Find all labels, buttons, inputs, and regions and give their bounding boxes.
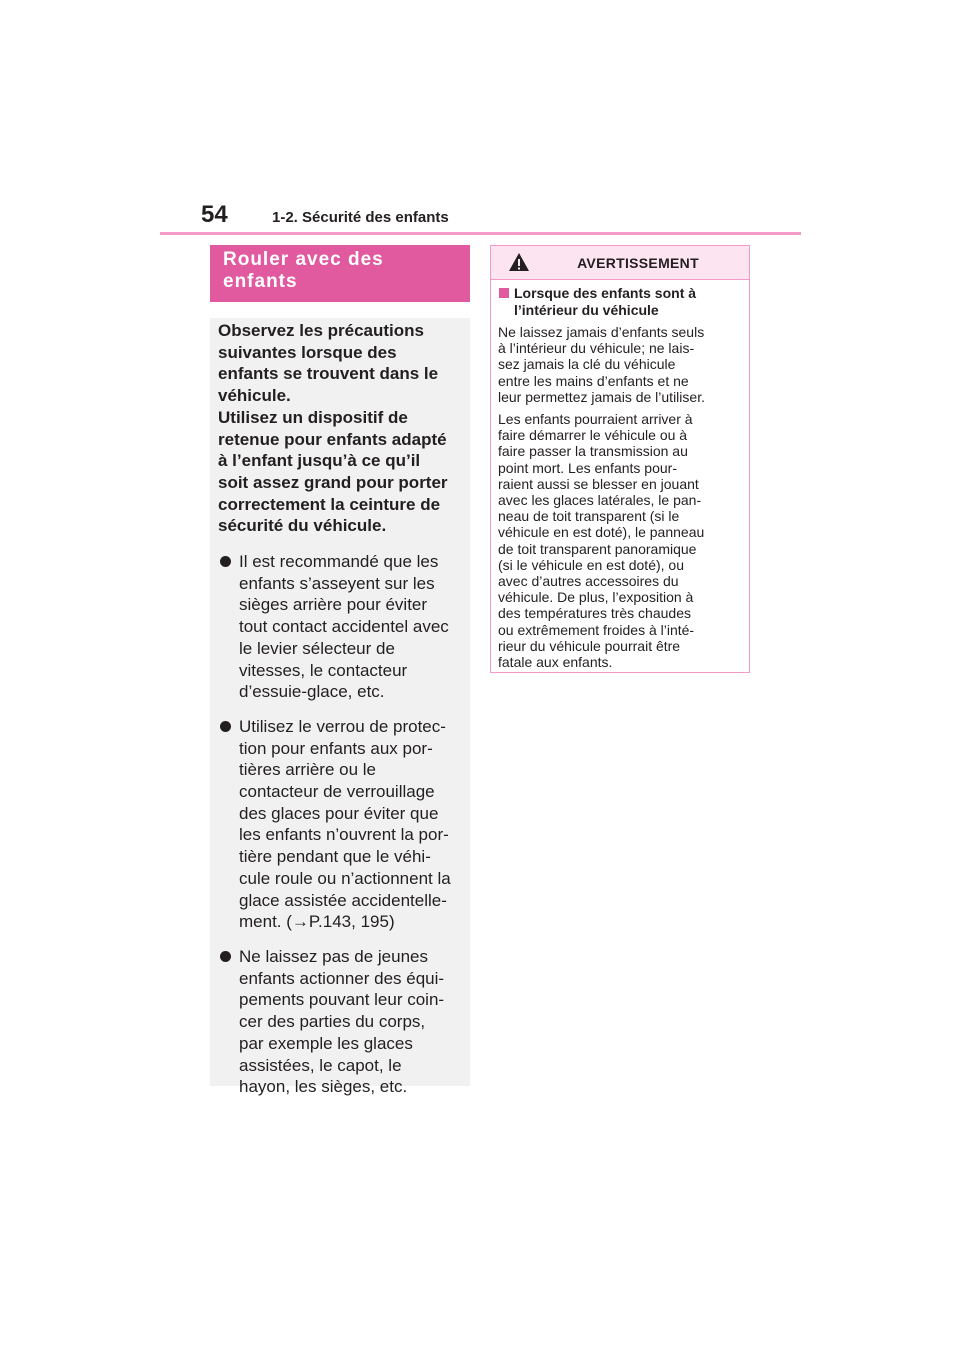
bullet-dot-icon: [220, 556, 231, 567]
bullet-line: des glaces pour éviter que: [239, 803, 439, 823]
list-item: [218, 946, 462, 1098]
warning-line: faire passer la transmission au: [498, 443, 688, 460]
warning-line: raient aussi se blesser en jouant: [498, 475, 699, 492]
bullet-line: le levier sélecteur de: [239, 638, 395, 658]
intro-line: sécurité du véhicule.: [218, 516, 387, 536]
warning-line: de toit transparent panoramique: [498, 540, 697, 557]
intro-line: Observez les précautions: [218, 321, 424, 340]
bullet-line: hayon, les sièges, etc.: [239, 1077, 408, 1097]
bullet-dot-icon: [220, 721, 231, 732]
warning-heading: [498, 285, 739, 318]
bullet-line: sièges arrière pour éviter: [239, 595, 428, 615]
intro-line: véhicule.: [218, 386, 291, 406]
warning-paragraph-2: [498, 411, 739, 670]
warning-line: véhicule en est doté), le panneau: [498, 524, 705, 541]
bullet-dot-icon: [220, 951, 231, 962]
warning-line: rieur du véhicule pourrait être: [498, 637, 681, 654]
bullet-line: cule roule ou n’actionnent la: [239, 868, 451, 888]
bullet-line: tout contact accidentel avec: [239, 617, 449, 637]
bullet-line: d’essuie-glace, etc.: [239, 682, 385, 702]
warning-line: entre les mains d’enfants et ne: [498, 372, 689, 389]
bullet-line: tières arrière ou le: [239, 760, 377, 780]
topic-title-line-2: enfants: [223, 271, 298, 292]
bullet-list: [218, 551, 462, 1098]
warning-content: [491, 280, 749, 670]
bullet-line: pements pouvant leur coin-: [239, 990, 445, 1010]
warning-line: sez jamais la clé du véhicule: [498, 356, 676, 373]
warning-heading-line: Lorsque des enfants sont à: [514, 285, 697, 301]
bullet-line: contacteur de verrouillage: [239, 782, 435, 802]
bullet-line: glace assistée accidentelle-: [239, 890, 447, 910]
warning-line: Les enfants pourraient arriver à: [498, 411, 693, 428]
warning-triangle-icon: [508, 252, 530, 272]
intro-line: enfants se trouvent dans le: [218, 364, 439, 384]
section-title: 1-2. Sécurité des enfants: [272, 209, 449, 226]
bullet-line: Utilisez le verrou de protec-: [239, 716, 446, 736]
warning-line: point mort. Les enfants pour-: [498, 459, 677, 476]
intro-line: à l’enfant jusqu’à ce qu’il: [218, 451, 421, 471]
intro-line: retenue pour enfants adapté: [218, 429, 447, 449]
warning-line: avec d’autres accessoires du: [498, 573, 679, 590]
bullet-line: par exemple les glaces: [239, 1033, 413, 1053]
topic-body: [210, 318, 470, 1097]
warning-line: faire démarrer le véhicule ou à: [498, 427, 688, 444]
page-number: 54: [201, 201, 228, 228]
warning-line: leur permettez jamais de l’utiliser.: [498, 388, 705, 405]
bullet-line: tière pendant que le véhi-: [239, 847, 431, 867]
warning-heading-line: l’intérieur du véhicule: [514, 301, 659, 318]
bullet-line: Il est recommandé que les: [239, 552, 439, 572]
page-reference-link[interactable]: ment. (→P.143, 195): [239, 912, 395, 932]
warning-line: ou extrêmement froides à l’inté-: [498, 621, 695, 638]
warning-line: à l’intérieur du véhicule; ne lais-: [498, 340, 695, 357]
warning-header: [491, 246, 749, 280]
warning-line: Ne laissez jamais d’enfants seuls: [498, 324, 705, 340]
warning-line: avec les glaces latérales, le pan-: [498, 492, 702, 509]
header-rule: [160, 232, 801, 235]
bullet-line: les enfants n’ouvrent la por-: [239, 825, 449, 845]
bullet-line: cer des parties du corps,: [239, 1012, 426, 1032]
warning-line: neau de toit transparent (si le: [498, 508, 680, 525]
warning-line: (si le véhicule en est doté), ou: [498, 556, 684, 573]
topic-column: [210, 245, 470, 1097]
warning-title: AVERTISSEMENT: [577, 254, 699, 271]
intro-line: soit assez grand pour porter: [218, 472, 448, 492]
bullet-line: vitesses, le contacteur: [239, 660, 408, 680]
bullet-line: Ne laissez pas de jeunes: [239, 946, 429, 966]
bullet-line: tion pour enfants aux por-: [239, 738, 433, 758]
warning-line: véhicule. De plus, l’exposition à: [498, 589, 694, 606]
intro-text: [218, 318, 462, 537]
warning-paragraph-1: [498, 324, 739, 405]
list-item: [218, 551, 462, 703]
warning-box: [490, 245, 750, 673]
bullet-line: enfants s’asseyent sur les: [239, 573, 435, 593]
intro-line: correctement la ceinture de: [218, 494, 441, 514]
intro-line: Utilisez un dispositif de: [218, 407, 408, 427]
warning-line: des températures très chaudes: [498, 605, 691, 622]
bullet-line: assistées, le capot, le: [239, 1055, 402, 1075]
topic-banner: [210, 245, 470, 302]
warning-line: fatale aux enfants.: [498, 654, 613, 671]
list-item: [218, 716, 462, 933]
bullet-line: enfants actionner des équi-: [239, 968, 445, 988]
square-bullet-icon: [499, 288, 509, 298]
intro-line: suivantes lorsque des: [218, 342, 397, 362]
topic-title-line-1: Rouler avec des: [223, 249, 384, 270]
